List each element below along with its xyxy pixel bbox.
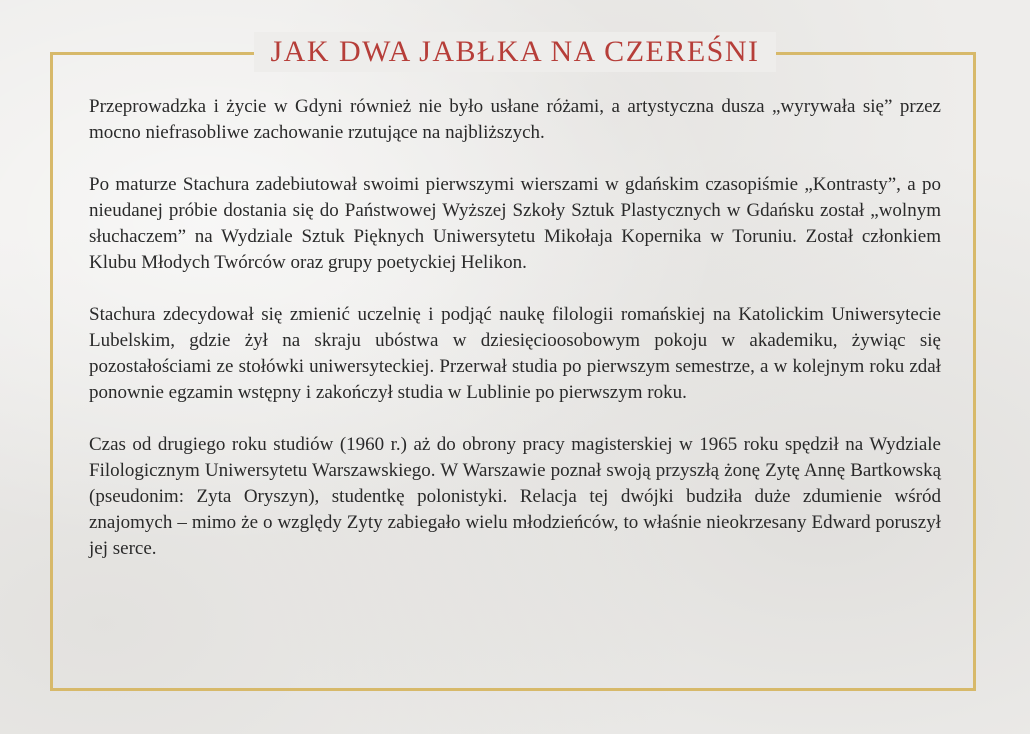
article-body <box>89 94 941 588</box>
page-title: JAK DWA JABŁKA NA CZEREŚNI <box>254 32 775 72</box>
paragraph-lublin: Stachura zdecydował się zmienić uczelnię i podjąć naukę filologii romańskiej na Katolickim Uniwersytecie Lubelskim, gdzie żył na skraju ubóstwa w dziesięcioosobowym pokoju w akademiku, żywiąc się pozostałościami ze stołówki uniwersyteckiej. Przerwał studia po pierwszym semestrze, a w kolejnym roku zdał ponownie egzamin wstępny i zakończył studia w Lublinie po pierwszym roku. <box>89 304 941 403</box>
paragraph-gdynia: Przeprowadzka i życie w Gdyni również nie było usłane różami, a artystyczna dusza „wyrywała się” przez mocno niefrasobliwe zachowanie rzutujące na najbliższych. <box>89 96 941 143</box>
title-container <box>0 32 1030 72</box>
paragraph-debut: Po maturze Stachura zadebiutował swoimi pierwszymi wierszami w gdańskim czasopiśmie „Kontrasty”, a po nieudanej próbie dostania się do Państwowej Wyższej Szkoły Sztuk Plastycznych w Gdańsku został „wolnym słuchaczem” na Wydziale Sztuk Pięknych Uniwersytetu Mikołaja Kopernika w Toruniu. Został członkiem Klubu Młodych Twórców oraz grupy poetyckiej Helikon. <box>89 174 941 273</box>
paragraph-warsaw: Czas od drugiego roku studiów (1960 r.) aż do obrony pracy magisterskiej w 1965 roku spędził na Wydziale Filologicznym Uniwersytetu Warszawskiego. W Warszawie poznał swoją przyszłą żonę Zytę Annę Bartkowską (pseudonim: Zyta Oryszyn), studentkę polonistyki. Relacja tej dwójki budziła duże zdumienie wśród znajomych – mimo że o względy Zyty zabiegało wielu młodzieńców, to właśnie nieokrzesany Edward poruszył jej serce. <box>89 434 941 559</box>
